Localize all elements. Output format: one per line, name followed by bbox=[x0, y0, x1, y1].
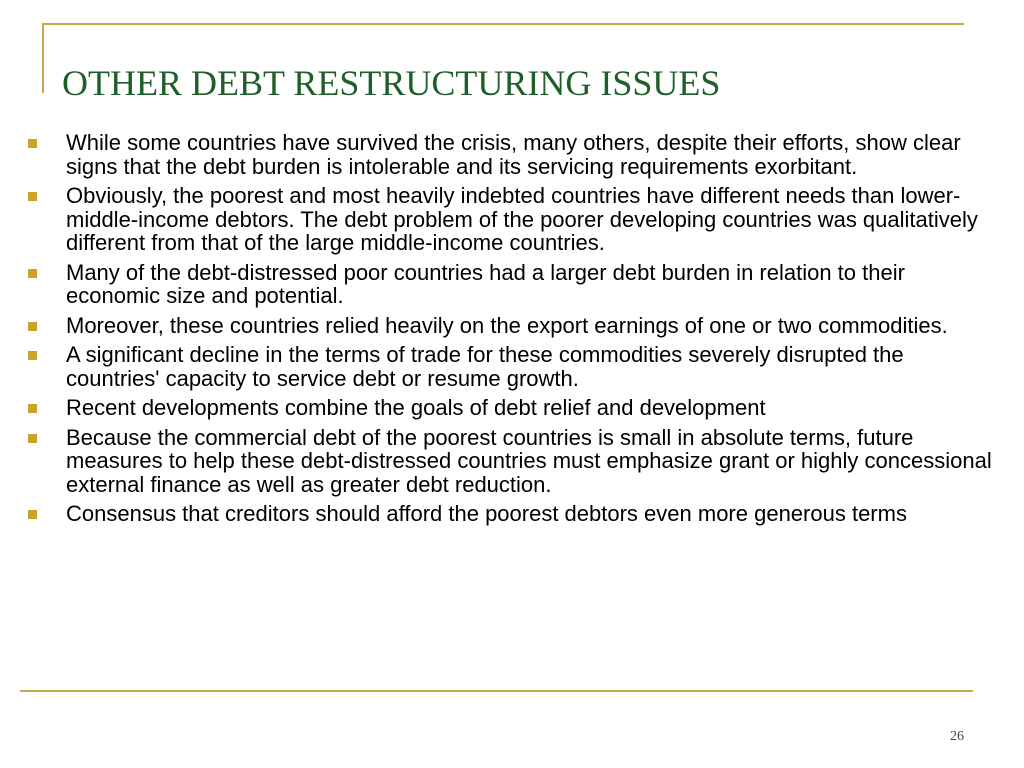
frame-bottom-rule bbox=[20, 690, 973, 692]
bullet-item-8 bbox=[0, 502, 1010, 526]
slide-title: OTHER DEBT RESTRUCTURING ISSUES bbox=[62, 63, 721, 103]
bullet-text: Recent developments combine the goals of debt relief and development bbox=[66, 395, 766, 420]
page-number: 26 bbox=[950, 729, 964, 744]
bullet-text: Consensus that creditors should afford the poorest debtors even more generous terms bbox=[66, 501, 907, 526]
bullet-item-5 bbox=[0, 343, 1010, 390]
bullet-text: Obviously, the poorest and most heavily indebted countries have different needs than lower-middle-income debtors. The debt problem of the poorer developing countries was qualitatively different from that of the large middle-income countries. bbox=[66, 183, 978, 255]
frame-left-rule bbox=[42, 23, 44, 93]
square-bullet-icon bbox=[28, 351, 37, 360]
bullet-text: While some countries have survived the crisis, many others, despite their efforts, show clear signs that the debt burden is intolerable and its servicing requirements exorbitant. bbox=[66, 130, 961, 179]
bullet-list bbox=[0, 131, 1010, 532]
frame-top-rule bbox=[42, 23, 964, 25]
square-bullet-icon bbox=[28, 322, 37, 331]
bullet-text: Many of the debt-distressed poor countries had a larger debt burden in relation to their economic size and potential. bbox=[66, 259, 905, 308]
bullet-item-6 bbox=[0, 396, 1010, 420]
square-bullet-icon bbox=[28, 404, 37, 413]
square-bullet-icon bbox=[28, 192, 37, 201]
bullet-item-1 bbox=[0, 131, 1010, 178]
square-bullet-icon bbox=[28, 269, 37, 278]
bullet-item-3 bbox=[0, 261, 1010, 308]
bullet-item-2 bbox=[0, 184, 1010, 255]
bullet-text: Because the commercial debt of the poorest countries is small in absolute terms, future measures to help these debt-distressed countries must emphasize grant or highly concessional external finance as well as greater debt reduction. bbox=[66, 424, 992, 497]
bullet-text: A significant decline in the terms of trade for these commodities severely disrupted the countries' capacity to service debt or resume growth. bbox=[66, 342, 904, 391]
square-bullet-icon bbox=[28, 510, 37, 519]
bullet-text: Moreover, these countries relied heavily on the export earnings of one or two commodities. bbox=[66, 312, 948, 338]
square-bullet-icon bbox=[28, 139, 37, 148]
bullet-item-7 bbox=[0, 426, 1010, 497]
square-bullet-icon bbox=[28, 434, 37, 443]
bullet-item-4 bbox=[0, 314, 1010, 338]
